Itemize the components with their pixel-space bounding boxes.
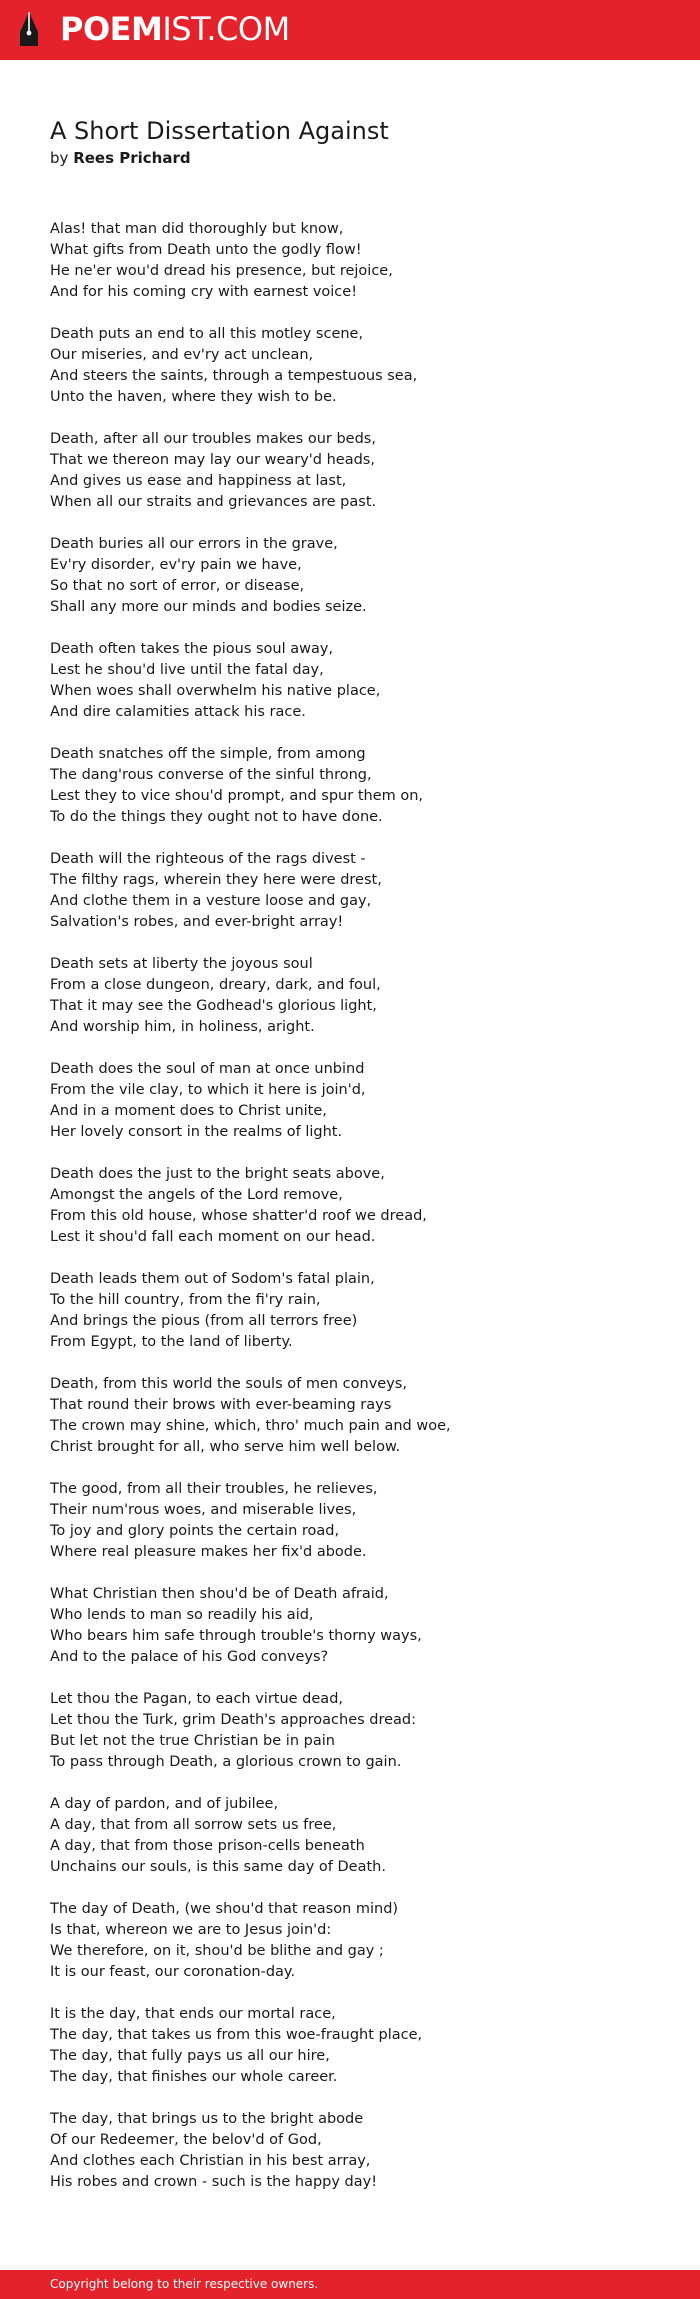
stanza [50,954,670,1038]
poem-line: The filthy rags, wherein they here were drest, [50,872,382,888]
poem-line: Death does the just to the bright seats above, [50,1166,385,1182]
stanza [50,1899,670,1983]
poem-line: Unto the haven, where they wish to be. [50,389,337,405]
stanza [50,639,670,723]
poem-line: Shall any more our minds and bodies seize. [50,599,367,615]
poem-line: That it may see the Godhead's glorious light, [50,998,377,1014]
poem-line: And steers the saints, through a tempestuous sea, [50,368,418,384]
poem-line: And clothe them in a vesture loose and gay, [50,893,372,909]
poem-line: The day, that fully pays us all our hire, [50,2048,330,2064]
poem-line: Death sets at liberty the joyous soul [50,956,313,972]
stanza [50,1479,670,1563]
stanza [50,324,670,408]
stanza [50,1059,670,1143]
poem-line: Alas! that man did thoroughly but know, [50,221,344,237]
poem-line: Our miseries, and ev'ry act unclean, [50,347,314,363]
poem-line: But let not the true Christian be in pain [50,1733,335,1749]
site-header [0,0,700,60]
stanza [50,849,670,933]
poem-line: What gifts from Death unto the godly flow! [50,242,362,258]
poem-line: It is the day, that ends our mortal race, [50,2006,336,2022]
poem-line: Death does the soul of man at once unbind [50,1061,365,1077]
poem-line: Death, after all our troubles makes our beds, [50,431,376,447]
stanza [50,219,670,303]
poem-line: Ev'ry disorder, ev'ry pain we have, [50,557,302,573]
poem-line: Lest they to vice shou'd prompt, and spur them on, [50,788,424,804]
poem-line: The day, that finishes our whole career. [50,2069,338,2085]
stanza [50,2109,670,2193]
poem-line: And clothes each Christian in his best array, [50,2153,371,2169]
poem-line: From Egypt, to the land of liberty. [50,1334,293,1350]
poem-line: Let thou the Turk, grim Death's approaches dread: [50,1712,417,1728]
poem-line: And for his coming cry with earnest voice! [50,284,358,300]
stanza [50,1689,670,1773]
poem-line: The good, from all their troubles, he relieves, [50,1481,378,1497]
stanza [50,1584,670,1668]
stanza [50,2004,670,2088]
poem-line: That round their brows with ever-beaming rays [50,1397,392,1413]
poem-line: Death puts an end to all this motley scene, [50,326,364,342]
poem-line: Salvation's robes, and ever-bright array! [50,914,344,930]
poem-line: The day, that takes us from this woe-fraught place, [50,2027,423,2043]
poem-line: And dire calamities attack his race. [50,704,306,720]
poem-line: Unchains our souls, is this same day of Death. [50,1859,386,1875]
poem-line: Her lovely consort in the realms of light. [50,1124,343,1140]
poem-line: Let thou the Pagan, to each virtue dead, [50,1691,344,1707]
poem-line: To pass through Death, a glorious crown to gain. [50,1754,402,1770]
poem-line: And worship him, in holiness, aright. [50,1019,315,1035]
author-link[interactable]: Rees Prichard [73,149,191,167]
stanza [50,1164,670,1248]
poem-line: From a close dungeon, dreary, dark, and foul, [50,977,381,993]
poem-line: Who lends to man so readily his aid, [50,1607,314,1623]
poem-line: Death leads them out of Sodom's fatal plain, [50,1271,375,1287]
logo-text-strong: POEM [60,10,163,48]
poem-line: A day, that from all sorrow sets us free, [50,1817,337,1833]
poem-line: Lest it shou'd fall each moment on our head. [50,1229,376,1245]
poem-line: And to the palace of his God conveys? [50,1649,329,1665]
poem-line: He ne'er wou'd dread his presence, but rejoice, [50,263,393,279]
stanza [50,1374,670,1458]
stanza [50,429,670,513]
site-footer [0,2270,700,2299]
poem-line: From this old house, whose shatter'd roof we dread, [50,1208,427,1224]
poem-line: Is that, whereon we are to Jesus join'd: [50,1922,332,1938]
poem-line: His robes and crown - such is the happy day! [50,2174,378,2190]
stanza [50,1794,670,1878]
poem-line: What Christian then shou'd be of Death afraid, [50,1586,389,1602]
poem-line: Where real pleasure makes her fix'd abode. [50,1544,367,1560]
site-logo-link[interactable] [60,9,290,49]
poem-line: Death buries all our errors in the grave, [50,536,338,552]
poem-line: Christ brought for all, who serve him well below. [50,1439,401,1455]
stanza [50,744,670,828]
copyright-notice: Copyright belong to their respective owners. [50,2277,319,2291]
poem-line: Lest he shou'd live until the fatal day, [50,662,324,678]
fountain-pen-nib-icon[interactable] [17,10,41,50]
poem-line: We therefore, on it, shou'd be blithe and gay ; [50,1943,384,1959]
stanza [50,1269,670,1353]
poem-line: Death often takes the pious soul away, [50,641,334,657]
poem-line: A day of pardon, and of jubilee, [50,1796,279,1812]
poem-line: It is our feast, our coronation-day. [50,1964,296,1980]
poem-line: Who bears him safe through trouble's thorny ways, [50,1628,422,1644]
poem-line: The crown may shine, which, thro' much pain and woe, [50,1418,451,1434]
poem-line: To the hill country, from the fi'ry rain, [50,1292,321,1308]
poem-line: And gives us ease and happiness at last, [50,473,347,489]
poem-line: The dang'rous converse of the sinful throng, [50,767,372,783]
poem-body [50,219,670,2214]
byline [50,146,191,170]
poem-line: So that no sort of error, or disease, [50,578,305,594]
poem-line: Death, from this world the souls of men conveys, [50,1376,407,1392]
poem-line: To joy and glory points the certain road, [50,1523,340,1539]
poem-line: When woes shall overwhelm his native place, [50,683,381,699]
poem-line: When all our straits and grievances are past. [50,494,377,510]
poem-title: A Short Dissertation Against [50,117,389,145]
poem-line: And in a moment does to Christ unite, [50,1103,327,1119]
poem-line: A day, that from those prison-cells beneath [50,1838,365,1854]
poem-line: From the vile clay, to which it here is join'd, [50,1082,366,1098]
stanza [50,534,670,618]
poem-line: Of our Redeemer, the belov'd of God, [50,2132,322,2148]
logo-text-light: IST.COM [162,10,290,48]
poem-line: The day of Death, (we shou'd that reason mind) [50,1901,399,1917]
by-label: by [50,149,69,167]
poem-line: That we thereon may lay our weary'd heads, [50,452,375,468]
poem-line: Their num'rous woes, and miserable lives, [50,1502,357,1518]
poem-line: The day, that brings us to the bright abode [50,2111,364,2127]
poem-line: Amongst the angels of the Lord remove, [50,1187,343,1203]
poem-line: Death will the righteous of the rags divest - [50,851,366,867]
poem-line: To do the things they ought not to have done. [50,809,383,825]
poem-line: Death snatches off the simple, from among [50,746,366,762]
poem-line: And brings the pious (from all terrors free) [50,1313,358,1329]
